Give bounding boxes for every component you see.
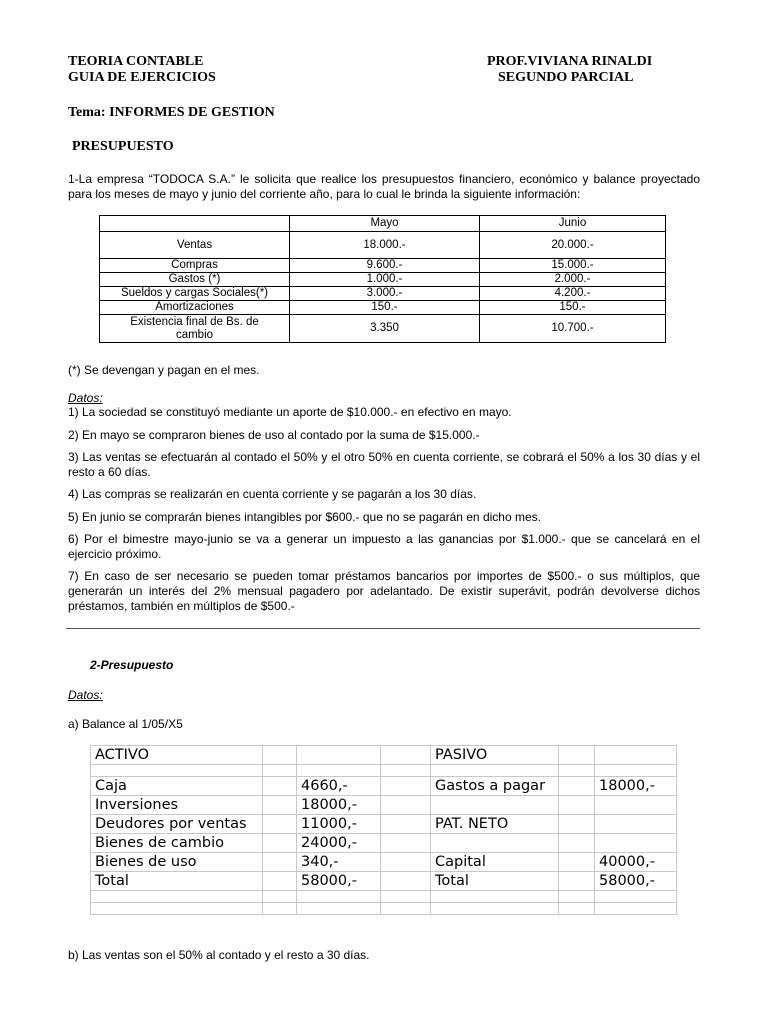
table-cell: [100, 216, 290, 232]
table-cell: Gastos a pagar: [431, 777, 559, 796]
table-cell: 11000,-: [297, 815, 381, 834]
table-row: [91, 765, 677, 777]
table-cell: [91, 765, 263, 777]
table-cell: 9.600.-: [290, 259, 480, 273]
table-cell: 18000,-: [297, 796, 381, 815]
table-row: [91, 777, 677, 796]
table-cell: [297, 903, 381, 915]
table-cell: [263, 765, 297, 777]
section-title: PRESUPUESTO: [72, 139, 174, 154]
section-divider: [66, 628, 700, 629]
table-cell: [559, 777, 595, 796]
table-row: [91, 796, 677, 815]
dato-4: 4) Las compras se realizarán en cuenta corriente y se pagarán a los 30 días.: [68, 487, 477, 501]
table-cell: [559, 815, 595, 834]
ex2-title: 2-Presupuesto: [90, 658, 174, 672]
table-row: [91, 903, 677, 915]
table-row: [100, 273, 666, 287]
table-cell: 3.350: [290, 315, 480, 343]
table-cell: [263, 796, 297, 815]
table-cell: 40000,-: [595, 853, 677, 872]
table-cell: [595, 746, 677, 765]
table-cell: [297, 891, 381, 903]
dato-1: 1) La sociedad se constituyó mediante un aporte de $10.000.- en efectivo en mayo.: [68, 405, 512, 419]
guide-title: GUIA DE EJERCICIOS: [68, 70, 216, 85]
table-cell: [431, 903, 559, 915]
table-cell: [263, 834, 297, 853]
table-cell: [381, 777, 431, 796]
table-cell: [595, 815, 677, 834]
table-cell: [297, 765, 381, 777]
table-cell: [431, 891, 559, 903]
table-cell: [263, 746, 297, 765]
table-cell: [381, 853, 431, 872]
table-row: [100, 232, 666, 259]
table-cell: [595, 834, 677, 853]
table-cell: 1.000.-: [290, 273, 480, 287]
table-cell: Inversiones: [91, 796, 263, 815]
table-cell: [559, 903, 595, 915]
professor-name: PROF.VIVIANA RINALDI: [487, 54, 653, 69]
table-row: [91, 872, 677, 891]
table-cell: [431, 796, 559, 815]
table-cell: [263, 891, 297, 903]
table-cell: ACTIVO: [91, 746, 263, 765]
table-cell: [559, 834, 595, 853]
datos-label: Datos:: [68, 391, 103, 405]
table-row: [91, 834, 677, 853]
table-cell: [559, 796, 595, 815]
table-cell: 2.000.-: [480, 273, 666, 287]
table-cell: [91, 891, 263, 903]
table-cell: Amortizaciones: [100, 301, 290, 315]
table-cell: Total: [431, 872, 559, 891]
ventas-condition: b) Las ventas son el 50% al contado y el resto a 30 días.: [68, 948, 370, 962]
dato-2: 2) En mayo se compraron bienes de uso al contado por la suma de $15.000.-: [68, 428, 480, 442]
table-cell: [381, 746, 431, 765]
table-cell: 24000,-: [297, 834, 381, 853]
table-cell: Existencia final de Bs. de cambio: [100, 315, 290, 343]
balance-table: [90, 745, 677, 915]
table-cell: 20.000.-: [480, 232, 666, 259]
table-cell: [381, 891, 431, 903]
table-cell: PAT. NETO: [431, 815, 559, 834]
table-cell: Capital: [431, 853, 559, 872]
table-cell: Sueldos y cargas Sociales(*): [100, 287, 290, 301]
table-row: [91, 815, 677, 834]
course-title: TEORIA CONTABLE: [68, 54, 204, 69]
dato-7: 7) En caso de ser necesario se pueden tomar préstamos bancarios por importes de $500.- o sus múltiplos, que generarán un interés del 2% mensual pagadero por adelantado. De existir superávit, podrán devolverse dichos préstamos, también en múltiplos de $500.-: [68, 569, 700, 613]
table-cell: 340,-: [297, 853, 381, 872]
table-header-row: [100, 216, 666, 232]
exam-label: SEGUNDO PARCIAL: [498, 70, 634, 85]
balance-date: a) Balance al 1/05/X5: [68, 717, 183, 731]
table-cell: [263, 815, 297, 834]
dato-6: 6) Por el bimestre mayo-junio se va a generar un impuesto a las ganancias por $1.000.- que se cancelará en el ejercicio próximo.: [68, 532, 700, 561]
table-cell: [381, 834, 431, 853]
table-cell: 4660,-: [297, 777, 381, 796]
table-cell: [595, 903, 677, 915]
table-row: [100, 315, 666, 343]
table-cell: [381, 815, 431, 834]
table-cell: 18000,-: [595, 777, 677, 796]
table-cell: [431, 834, 559, 853]
table-row: [100, 301, 666, 315]
table-cell: [297, 746, 381, 765]
table-cell: [595, 796, 677, 815]
table-cell: [559, 891, 595, 903]
table-cell: [431, 765, 559, 777]
table-cell: [595, 765, 677, 777]
table-cell: [263, 872, 297, 891]
table-cell: [559, 765, 595, 777]
table-cell: Compras: [100, 259, 290, 273]
table-row: [91, 891, 677, 903]
ex2-datos-label: Datos:: [68, 688, 103, 702]
table-cell: [381, 796, 431, 815]
table-cell: [263, 777, 297, 796]
table-cell: Total: [91, 872, 263, 891]
table-cell: [381, 765, 431, 777]
dato-3: 3) Las ventas se efectuarán al contado el 50% y el otro 50% en cuenta corriente, se cobrará el 50% a los 30 días y el resto a 60 días.: [68, 450, 700, 479]
table-header-junio: Junio: [480, 216, 666, 232]
table-cell: [263, 903, 297, 915]
table-cell: 150.-: [290, 301, 480, 315]
table-row: [100, 287, 666, 301]
table-cell: [559, 746, 595, 765]
table-cell: Caja: [91, 777, 263, 796]
table-cell: Gastos (*): [100, 273, 290, 287]
table-cell: 18.000.-: [290, 232, 480, 259]
table-cell: 10.700.-: [480, 315, 666, 343]
table-cell: 58000,-: [297, 872, 381, 891]
table-row: [91, 853, 677, 872]
table-row: [100, 259, 666, 273]
table-cell: [559, 853, 595, 872]
table-cell: 4.200.-: [480, 287, 666, 301]
table-cell: PASIVO: [431, 746, 559, 765]
table-cell: Deudores por ventas: [91, 815, 263, 834]
budget-data-table: [99, 215, 666, 343]
table-cell: [559, 872, 595, 891]
table-row: [91, 746, 677, 765]
table-cell: [595, 891, 677, 903]
table-cell: 3.000.-: [290, 287, 480, 301]
table-cell: [381, 872, 431, 891]
table-cell: [263, 853, 297, 872]
table-cell: Bienes de cambio: [91, 834, 263, 853]
ex1-intro: 1-La empresa “TODOCA S.A.” le solicita que realice los presupuestos financiero, económico y balance proyectado para los meses de mayo y junio del corriente año, para lo cual le brinda la siguiente información:: [68, 172, 700, 201]
table-header-mayo: Mayo: [290, 216, 480, 232]
table-cell: 58000,-: [595, 872, 677, 891]
table-cell: 15.000.-: [480, 259, 666, 273]
table-cell: 150.-: [480, 301, 666, 315]
table-cell: Ventas: [100, 232, 290, 259]
table-footnote: (*) Se devengan y pagan en el mes.: [68, 363, 260, 377]
table-cell: [91, 903, 263, 915]
dato-5: 5) En junio se comprarán bienes intangibles por $600.- que no se pagarán en dicho mes.: [68, 510, 541, 524]
topic-title: Tema: INFORMES DE GESTION: [68, 105, 275, 120]
table-cell: Bienes de uso: [91, 853, 263, 872]
table-cell: [381, 903, 431, 915]
